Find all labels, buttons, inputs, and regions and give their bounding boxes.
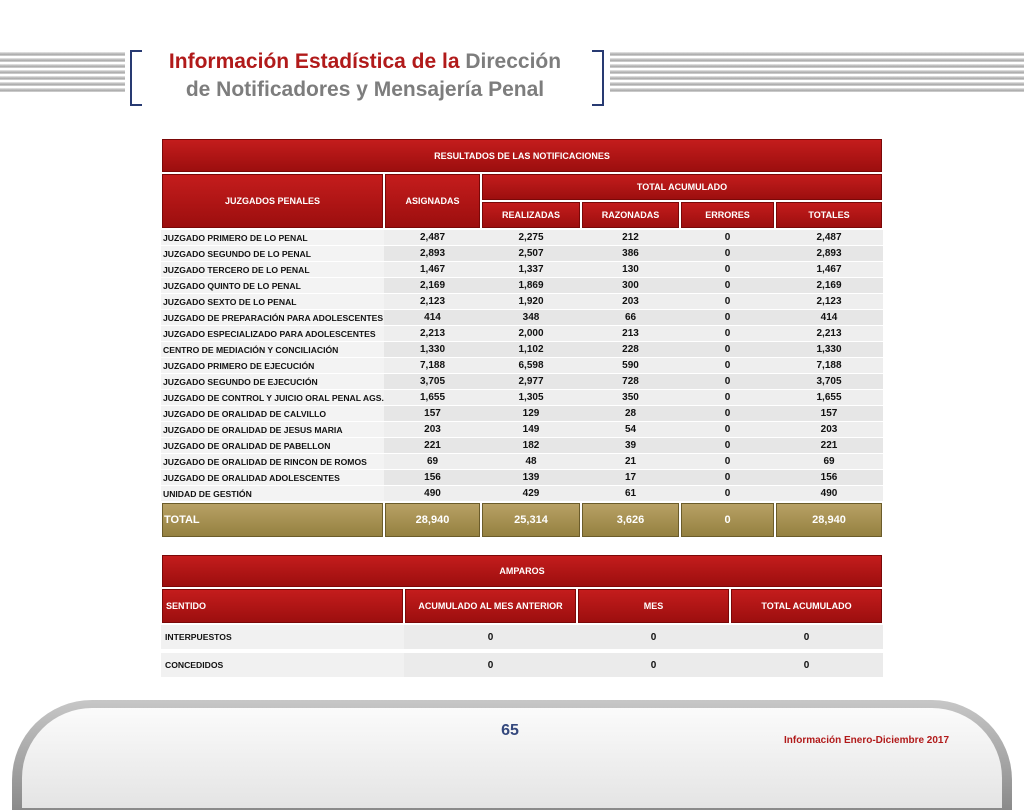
asignadas-cell: 2,169 [384,278,481,294]
errores-cell: 0 [680,229,775,246]
razonadas-cell: 386 [581,246,680,262]
mes-cell: 0 [577,624,730,651]
asignadas-cell: 203 [384,422,481,438]
asignadas-cell: 157 [384,406,481,422]
table-row [161,374,883,390]
table-row [161,390,883,406]
asignadas-cell: 490 [384,486,481,503]
table-row [161,406,883,422]
razonadas-cell: 130 [581,262,680,278]
court-name-cell: JUZGADO DE ORALIDAD DE JESUS MARIA [161,422,384,438]
realizadas-cell: 182 [481,438,581,454]
totales-cell: 2,123 [775,294,883,310]
table-row [161,454,883,470]
realizadas-cell: 1,102 [481,342,581,358]
total-asignadas: 28,940 [384,502,481,538]
table-row [161,310,883,326]
title-part1: Información Estadística de la [168,50,460,73]
court-name-cell: JUZGADO QUINTO DE LO PENAL [161,278,384,294]
errores-cell: 0 [680,486,775,503]
total-realizadas: 25,314 [481,502,581,538]
court-name-cell: JUZGADO SEGUNDO DE LO PENAL [161,246,384,262]
totales-cell: 203 [775,422,883,438]
totales-cell: 3,705 [775,374,883,390]
razonadas-cell: 728 [581,374,680,390]
totales-cell: 69 [775,454,883,470]
table-row [161,278,883,294]
court-name-cell: JUZGADO DE ORALIDAD ADOLESCENTES [161,470,384,486]
right-bracket [592,50,604,106]
total-cell: 0 [730,651,883,679]
errores-cell: 0 [680,246,775,262]
totales-cell: 2,213 [775,326,883,342]
total-label: TOTAL [161,502,384,538]
col-totales: TOTALES [775,201,883,229]
col-errores: ERRORES [680,201,775,229]
court-name-cell: JUZGADO ESPECIALIZADO PARA ADOLESCENTES [161,326,384,342]
razonadas-cell: 39 [581,438,680,454]
errores-cell: 0 [680,374,775,390]
col-asignadas: ASIGNADAS [384,173,481,229]
col-realizadas: REALIZADAS [481,201,581,229]
realizadas-cell: 6,598 [481,358,581,374]
realizadas-cell: 1,305 [481,390,581,406]
table-row [161,438,883,454]
table-row [161,470,883,486]
asignadas-cell: 414 [384,310,481,326]
asignadas-cell: 2,213 [384,326,481,342]
realizadas-cell: 348 [481,310,581,326]
realizadas-cell: 2,977 [481,374,581,390]
title-line2: de Notificadores y Mensajería Penal [185,78,545,101]
totales-cell: 7,188 [775,358,883,374]
total-totales: 28,940 [775,502,883,538]
sentido-cell: CONCEDIDOS [161,651,404,679]
razonadas-cell: 300 [581,278,680,294]
header-stripes-right [610,52,1024,98]
asignadas-cell: 2,123 [384,294,481,310]
realizadas-cell: 2,507 [481,246,581,262]
court-name-cell: JUZGADO DE ORALIDAD DE CALVILLO [161,406,384,422]
total-errores: 0 [680,502,775,538]
col-mes: MES [577,588,730,624]
amparos-table [160,553,884,681]
court-name-cell: JUZGADO DE CONTROL Y JUICIO ORAL PENAL AGS. [161,390,384,406]
table-row [161,294,883,310]
table-row [161,358,883,374]
razonadas-cell: 66 [581,310,680,326]
realizadas-cell: 1,869 [481,278,581,294]
table-row [161,229,883,246]
col-razonadas: RAZONADAS [581,201,680,229]
col-total-acumulado: TOTAL ACUMULADO [481,173,883,201]
col-juzgados: JUZGADOS PENALES [161,173,384,229]
court-name-cell: JUZGADO DE ORALIDAD DE RINCON DE ROMOS [161,454,384,470]
errores-cell: 0 [680,358,775,374]
errores-cell: 0 [680,470,775,486]
table-row [161,246,883,262]
mes-cell: 0 [577,651,730,679]
page-number: 65 [501,722,519,739]
asignadas-cell: 156 [384,470,481,486]
totales-cell: 414 [775,310,883,326]
total-row [161,502,883,538]
header-stripes-left [0,52,125,98]
court-name-cell: JUZGADO PRIMERO DE LO PENAL [161,229,384,246]
footer-note: Información Enero-Diciembre 2017 [784,735,950,746]
razonadas-cell: 28 [581,406,680,422]
court-name-cell: JUZGADO SEXTO DE LO PENAL [161,294,384,310]
realizadas-cell: 1,337 [481,262,581,278]
asignadas-cell: 2,487 [384,229,481,246]
results-table [160,137,884,539]
totales-cell: 2,487 [775,229,883,246]
court-name-cell: JUZGADO DE ORALIDAD DE PABELLON [161,438,384,454]
asignadas-cell: 1,467 [384,262,481,278]
totales-cell: 2,893 [775,246,883,262]
asignadas-cell: 1,655 [384,390,481,406]
asignadas-cell: 221 [384,438,481,454]
amparos-caption: AMPAROS [161,554,883,588]
table-row [161,422,883,438]
razonadas-cell: 203 [581,294,680,310]
realizadas-cell: 2,000 [481,326,581,342]
errores-cell: 0 [680,326,775,342]
left-bracket [130,50,142,106]
razonadas-cell: 212 [581,229,680,246]
court-name-cell: UNIDAD DE GESTIÓN [161,486,384,503]
errores-cell: 0 [680,438,775,454]
totales-cell: 157 [775,406,883,422]
acumulado-cell: 0 [404,651,577,679]
razonadas-cell: 21 [581,454,680,470]
errores-cell: 0 [680,422,775,438]
court-name-cell: JUZGADO TERCERO DE LO PENAL [161,262,384,278]
errores-cell: 0 [680,390,775,406]
totales-cell: 2,169 [775,278,883,294]
title-part2: Dirección [465,50,562,73]
realizadas-cell: 149 [481,422,581,438]
realizadas-cell: 48 [481,454,581,470]
asignadas-cell: 69 [384,454,481,470]
page-title [142,48,588,104]
totales-cell: 156 [775,470,883,486]
errores-cell: 0 [680,310,775,326]
realizadas-cell: 429 [481,486,581,503]
table-row [161,624,883,651]
table-row [161,651,883,679]
total-razonadas: 3,626 [581,502,680,538]
errores-cell: 0 [680,406,775,422]
errores-cell: 0 [680,342,775,358]
razonadas-cell: 590 [581,358,680,374]
sentido-cell: INTERPUESTOS [161,624,404,651]
table-row [161,486,883,503]
table-row [161,342,883,358]
total-cell: 0 [730,624,883,651]
col-acumulado: ACUMULADO AL MES ANTERIOR [404,588,577,624]
col-sentido: SENTIDO [161,588,404,624]
realizadas-cell: 129 [481,406,581,422]
court-name-cell: JUZGADO DE PREPARACIÓN PARA ADOLESCENTES [161,310,384,326]
errores-cell: 0 [680,278,775,294]
razonadas-cell: 54 [581,422,680,438]
court-name-cell: JUZGADO SEGUNDO DE EJECUCIÓN [161,374,384,390]
totales-cell: 490 [775,486,883,503]
results-caption: RESULTADOS DE LAS NOTIFICACIONES [161,138,883,173]
razonadas-cell: 17 [581,470,680,486]
asignadas-cell: 2,893 [384,246,481,262]
court-name-cell: JUZGADO PRIMERO DE EJECUCIÓN [161,358,384,374]
asignadas-cell: 7,188 [384,358,481,374]
table-row [161,262,883,278]
col-total-acumulado-amparos: TOTAL ACUMULADO [730,588,883,624]
asignadas-cell: 3,705 [384,374,481,390]
totales-cell: 1,655 [775,390,883,406]
acumulado-cell: 0 [404,624,577,651]
table-row [161,326,883,342]
razonadas-cell: 213 [581,326,680,342]
totales-cell: 221 [775,438,883,454]
realizadas-cell: 1,920 [481,294,581,310]
asignadas-cell: 1,330 [384,342,481,358]
realizadas-cell: 2,275 [481,229,581,246]
court-name-cell: CENTRO DE MEDIACIÓN Y CONCILIACIÓN [161,342,384,358]
razonadas-cell: 350 [581,390,680,406]
realizadas-cell: 139 [481,470,581,486]
errores-cell: 0 [680,262,775,278]
razonadas-cell: 61 [581,486,680,503]
errores-cell: 0 [680,294,775,310]
totales-cell: 1,467 [775,262,883,278]
totales-cell: 1,330 [775,342,883,358]
errores-cell: 0 [680,454,775,470]
razonadas-cell: 228 [581,342,680,358]
